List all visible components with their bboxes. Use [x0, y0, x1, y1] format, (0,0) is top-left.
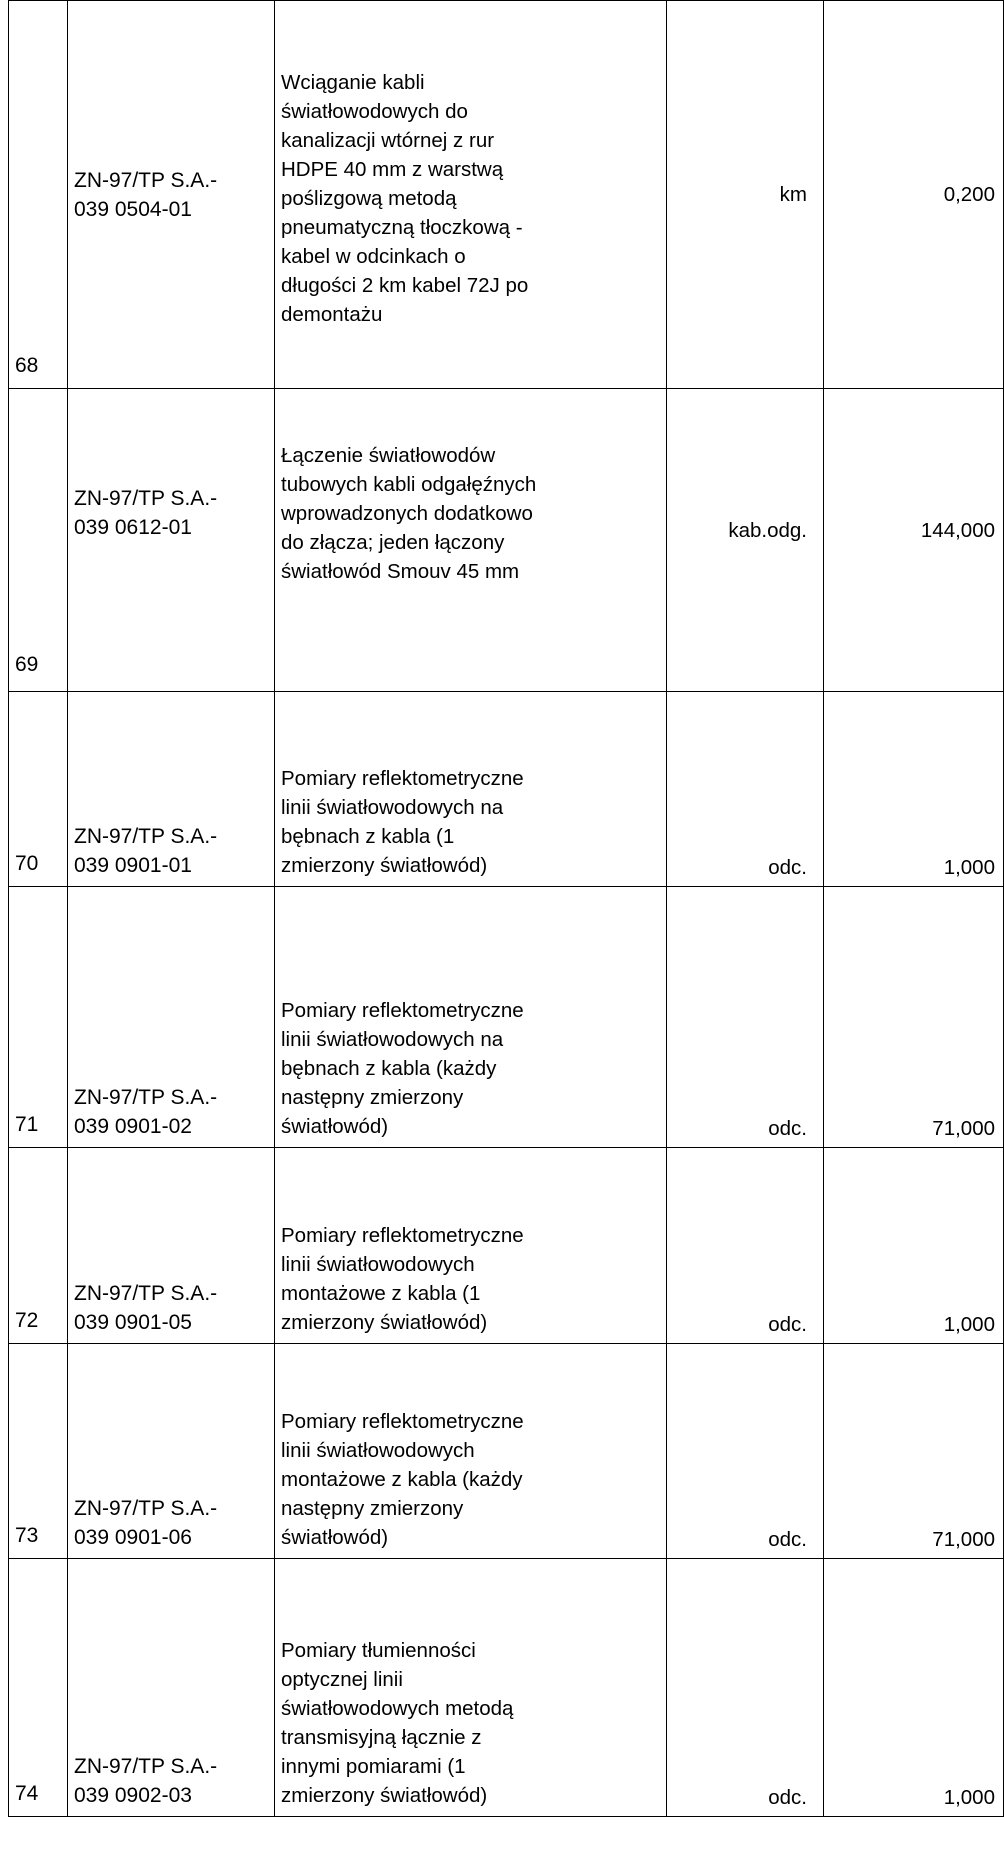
- table-row: [9, 692, 1004, 887]
- table-row: [9, 389, 1004, 692]
- table-row: [9, 1559, 1004, 1817]
- row-number: 70: [9, 692, 68, 887]
- table-row: [9, 1148, 1004, 1344]
- unit-of-measure: odc.: [667, 1559, 824, 1817]
- catalog-code: ZN-97/TP S.A.- 039 0612-01: [68, 389, 275, 692]
- item-description: Wciąganie kabli światłowodowych do kanalizacji wtórnej z rur HDPE 40 mm z warstwą poślizgową metodą pneumatyczną tłoczkową - kabel w odcinkach o długości 2 km kabel 72J po demontażu: [275, 1, 667, 389]
- unit-of-measure: odc.: [667, 887, 824, 1148]
- catalog-code: ZN-97/TP S.A.- 039 0901-05: [68, 1148, 275, 1344]
- catalog-code: ZN-97/TP S.A.- 039 0901-06: [68, 1344, 275, 1559]
- row-number: 73: [9, 1344, 68, 1559]
- table-row: [9, 1, 1004, 389]
- item-description: Pomiary reflektometryczne linii światłowodowych montażowe z kabla (1 zmierzony światłowód): [275, 1148, 667, 1344]
- row-number: 71: [9, 887, 68, 1148]
- quantity: 71,000: [824, 1344, 1004, 1559]
- quantity: 71,000: [824, 887, 1004, 1148]
- item-description: Pomiary tłumienności optycznej linii światłowodowych metodą transmisyjną łącznie z innymi pomiarami (1 zmierzony światłowód): [275, 1559, 667, 1817]
- row-number: 72: [9, 1148, 68, 1344]
- item-description: Pomiary reflektometryczne linii światłowodowych na bębnach z kabla (1 zmierzony światłowód): [275, 692, 667, 887]
- row-number: 68: [9, 1, 68, 389]
- item-description: Łączenie światłowodów tubowych kabli odgałęźnych wprowadzonych dodatkowo do złącza; jeden łączony światłowód Smouv 45 mm: [275, 389, 667, 692]
- quantity: 1,000: [824, 1148, 1004, 1344]
- unit-of-measure: odc.: [667, 1148, 824, 1344]
- quantity: 0,200: [824, 1, 1004, 389]
- unit-of-measure: km: [667, 1, 824, 389]
- table-row: [9, 1344, 1004, 1559]
- unit-of-measure: odc.: [667, 1344, 824, 1559]
- catalog-code: ZN-97/TP S.A.- 039 0504-01: [68, 1, 275, 389]
- table-row: [9, 887, 1004, 1148]
- unit-of-measure: kab.odg.: [667, 389, 824, 692]
- item-description: Pomiary reflektometryczne linii światłowodowych montażowe z kabla (każdy następny zmierzony światłowód): [275, 1344, 667, 1559]
- quantity: 144,000: [824, 389, 1004, 692]
- row-number: 69: [9, 389, 68, 692]
- cost-estimate-table: [8, 0, 1004, 1817]
- catalog-code: ZN-97/TP S.A.- 039 0902-03: [68, 1559, 275, 1817]
- unit-of-measure: odc.: [667, 692, 824, 887]
- quantity: 1,000: [824, 1559, 1004, 1817]
- catalog-code: ZN-97/TP S.A.- 039 0901-01: [68, 692, 275, 887]
- row-number: 74: [9, 1559, 68, 1817]
- item-description: Pomiary reflektometryczne linii światłowodowych na bębnach z kabla (każdy następny zmierzony światłowód): [275, 887, 667, 1148]
- quantity: 1,000: [824, 692, 1004, 887]
- catalog-code: ZN-97/TP S.A.- 039 0901-02: [68, 887, 275, 1148]
